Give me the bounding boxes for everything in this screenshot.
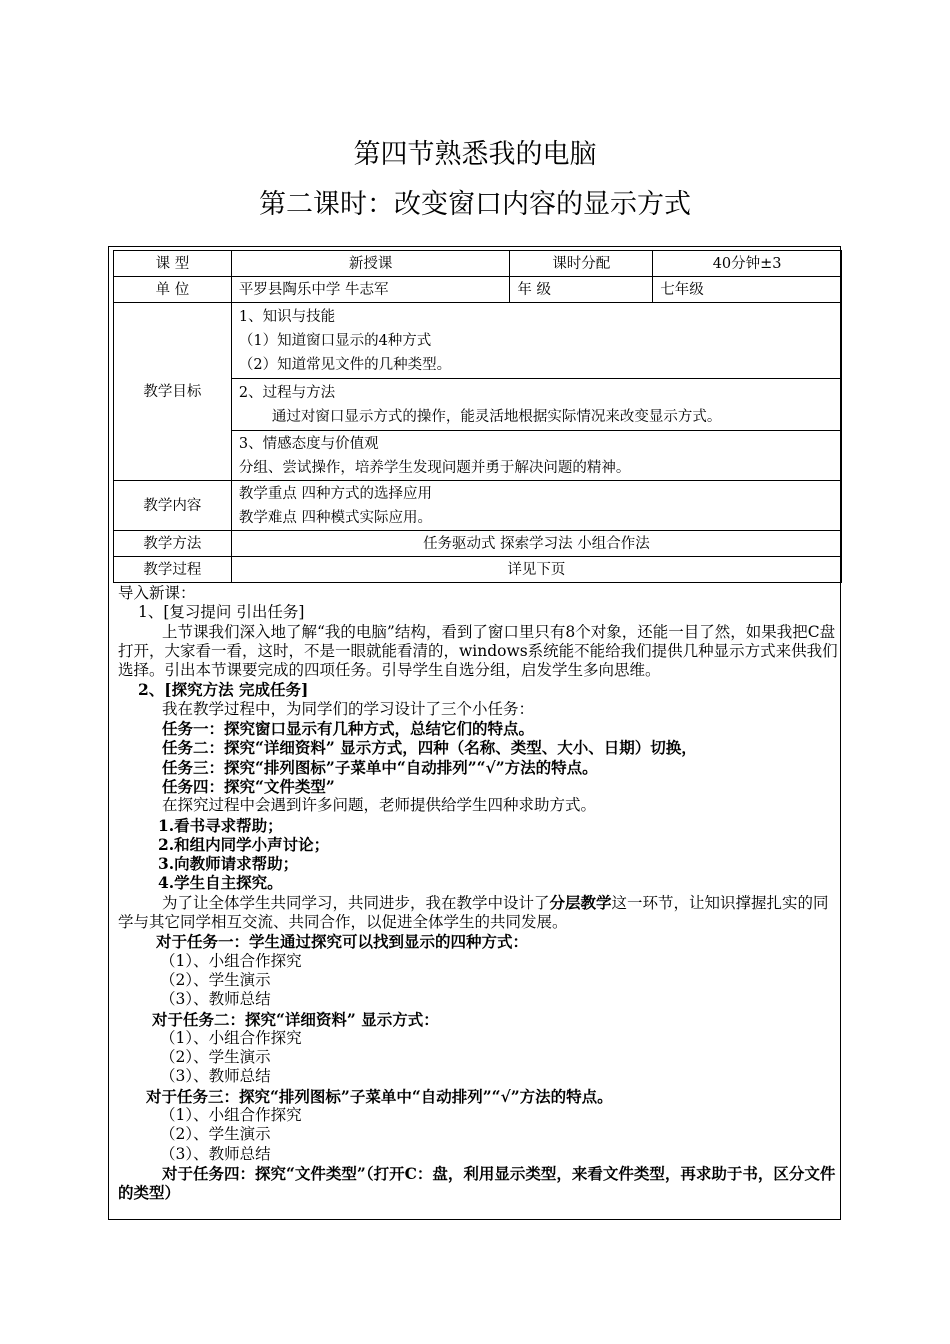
label-time: 课时分配 <box>510 251 653 277</box>
goal-process <box>231 379 841 431</box>
value-time: 40分钟±3 <box>653 251 842 277</box>
goal-item: （1）知道窗口显示的4种方式 <box>238 332 432 349</box>
content-cell <box>231 481 841 531</box>
goal-item: 通过对窗口显示方式的操作，能灵活地根据实际情况来改变显示方式。 <box>271 408 722 425</box>
help-item: 4.学生自主探究。 <box>158 873 283 893</box>
task-4-heading: 对于任务四：探究“文件类型”（打开C：盘，利用显示类型，来看文件类型，再求助于书，区分文件的类型） <box>118 1163 836 1203</box>
page-subtitle: 第二课时：改变窗口内容的显示方式 <box>259 189 691 220</box>
task-2-heading: 对于任务二：探究“详细资料” 显示方式： <box>152 1009 439 1029</box>
goal-item: （2）知道常见文件的几种类型。 <box>238 356 452 373</box>
step-item: （3）、教师总结 <box>160 1144 271 1163</box>
content-difficulty: 教学难点 四种模式实际应用。 <box>238 509 432 526</box>
intro-heading: 导入新课： <box>118 584 196 602</box>
task-3: 任务三：探究“排列图标”子菜单中“自动排列”“√”方法的特点。 <box>162 757 598 777</box>
layered-text-a: 为了让全体学生共同学习，共同进步，我在教学中设计了 <box>162 893 550 912</box>
table-row <box>114 481 842 531</box>
help-item: 1.看书寻求帮助； <box>158 815 283 835</box>
goal-knowledge <box>231 303 841 379</box>
table-row <box>114 303 842 379</box>
layered-text-c: 这一环节，让知识撑握扎实的同学与其它同学相互交流、共同合作，以促进全体学生的共同发展。 <box>118 893 829 932</box>
label-goals: 教学目标 <box>114 303 232 481</box>
goal-heading: 1、知识与技能 <box>238 308 336 325</box>
value-lesson-type: 新授课 <box>231 251 510 277</box>
section-1-paragraph: 上节课我们深入地了解“我的电脑”结构，看到了窗口里只有8个对象，还能一目了然，如果我把C盘打开，大家看一看，这时，不是一眼就能看清的，windows系统能不能给我们提供几种显示方式来供我们选择。引出本节课要完成的四项任务。引导学生自选分组，启发学生多向思维。 <box>118 622 838 680</box>
goal-item: 分组、尝试操作，培养学生发现问题并勇于解决问题的精神。 <box>238 459 631 476</box>
label-grade: 年 级 <box>510 277 653 303</box>
task-3-heading: 对于任务三：探究“排列图标”子菜单中“自动排列”“√”方法的特点。 <box>146 1086 613 1106</box>
step-item: （1）、小组合作探究 <box>160 951 302 970</box>
step-item: （2）、学生演示 <box>160 970 271 989</box>
lesson-body <box>118 584 838 1203</box>
label-content: 教学内容 <box>114 481 232 531</box>
value-unit: 平罗县陶乐中学 牛志军 <box>231 277 510 303</box>
value-grade: 七年级 <box>653 277 842 303</box>
label-method: 教学方法 <box>114 531 232 557</box>
page-title: 第四节熟悉我的电脑 <box>353 139 597 170</box>
layered-text-bold: 分层教学 <box>549 892 612 912</box>
step-item: （1）、小组合作探究 <box>160 1106 302 1125</box>
step-item: （3）、教师总结 <box>160 990 271 1009</box>
table-row <box>114 277 842 303</box>
value-process: 详见下页 <box>231 557 841 583</box>
goal-attitude <box>231 431 841 481</box>
layered-teaching-paragraph <box>118 893 838 933</box>
task-2: 任务二：探究“详细资料” 显示方式，四种（名称、类型、大小、日期）切换， <box>162 738 697 758</box>
label-lesson-type: 课 型 <box>114 251 232 277</box>
goal-heading: 2、过程与方法 <box>238 384 336 401</box>
step-item: （3）、教师总结 <box>160 1067 271 1086</box>
section-2-heading: 2、[探究方法 完成任务] <box>138 680 309 700</box>
task-1-heading: 对于任务一：学生通过探究可以找到显示的四种方式： <box>156 932 529 952</box>
value-method: 任务驱动式 探索学习法 小组合作法 <box>231 531 841 557</box>
step-item: （1）、小组合作探究 <box>160 1028 302 1047</box>
help-intro: 在探究过程中会遇到许多问题，老师提供给学生四种求助方式。 <box>162 796 597 815</box>
help-item: 2.和组内同学小声讨论； <box>158 834 330 854</box>
lesson-info-table <box>113 250 842 583</box>
goal-heading: 3、情感态度与价值观 <box>238 435 379 452</box>
task-1: 任务一：探究窗口显示有几种方式，总结它们的特点。 <box>162 719 535 739</box>
section-1-heading: 1、[复习提问 引出任务] <box>138 603 305 622</box>
label-process: 教学过程 <box>114 557 232 583</box>
step-item: （2）、学生演示 <box>160 1048 271 1067</box>
table-row <box>114 531 842 557</box>
section-2-intro: 我在教学过程中，为同学们的学习设计了三个小任务： <box>162 699 535 718</box>
table-row <box>114 557 842 583</box>
help-item: 3.向教师请求帮助； <box>158 854 299 874</box>
task-4: 任务四：探究“文件类型” <box>162 776 335 796</box>
table-row <box>114 251 842 277</box>
content-key-point: 教学重点 四种方式的选择应用 <box>238 485 432 502</box>
step-item: （2）、学生演示 <box>160 1125 271 1144</box>
label-unit: 单 位 <box>114 277 232 303</box>
